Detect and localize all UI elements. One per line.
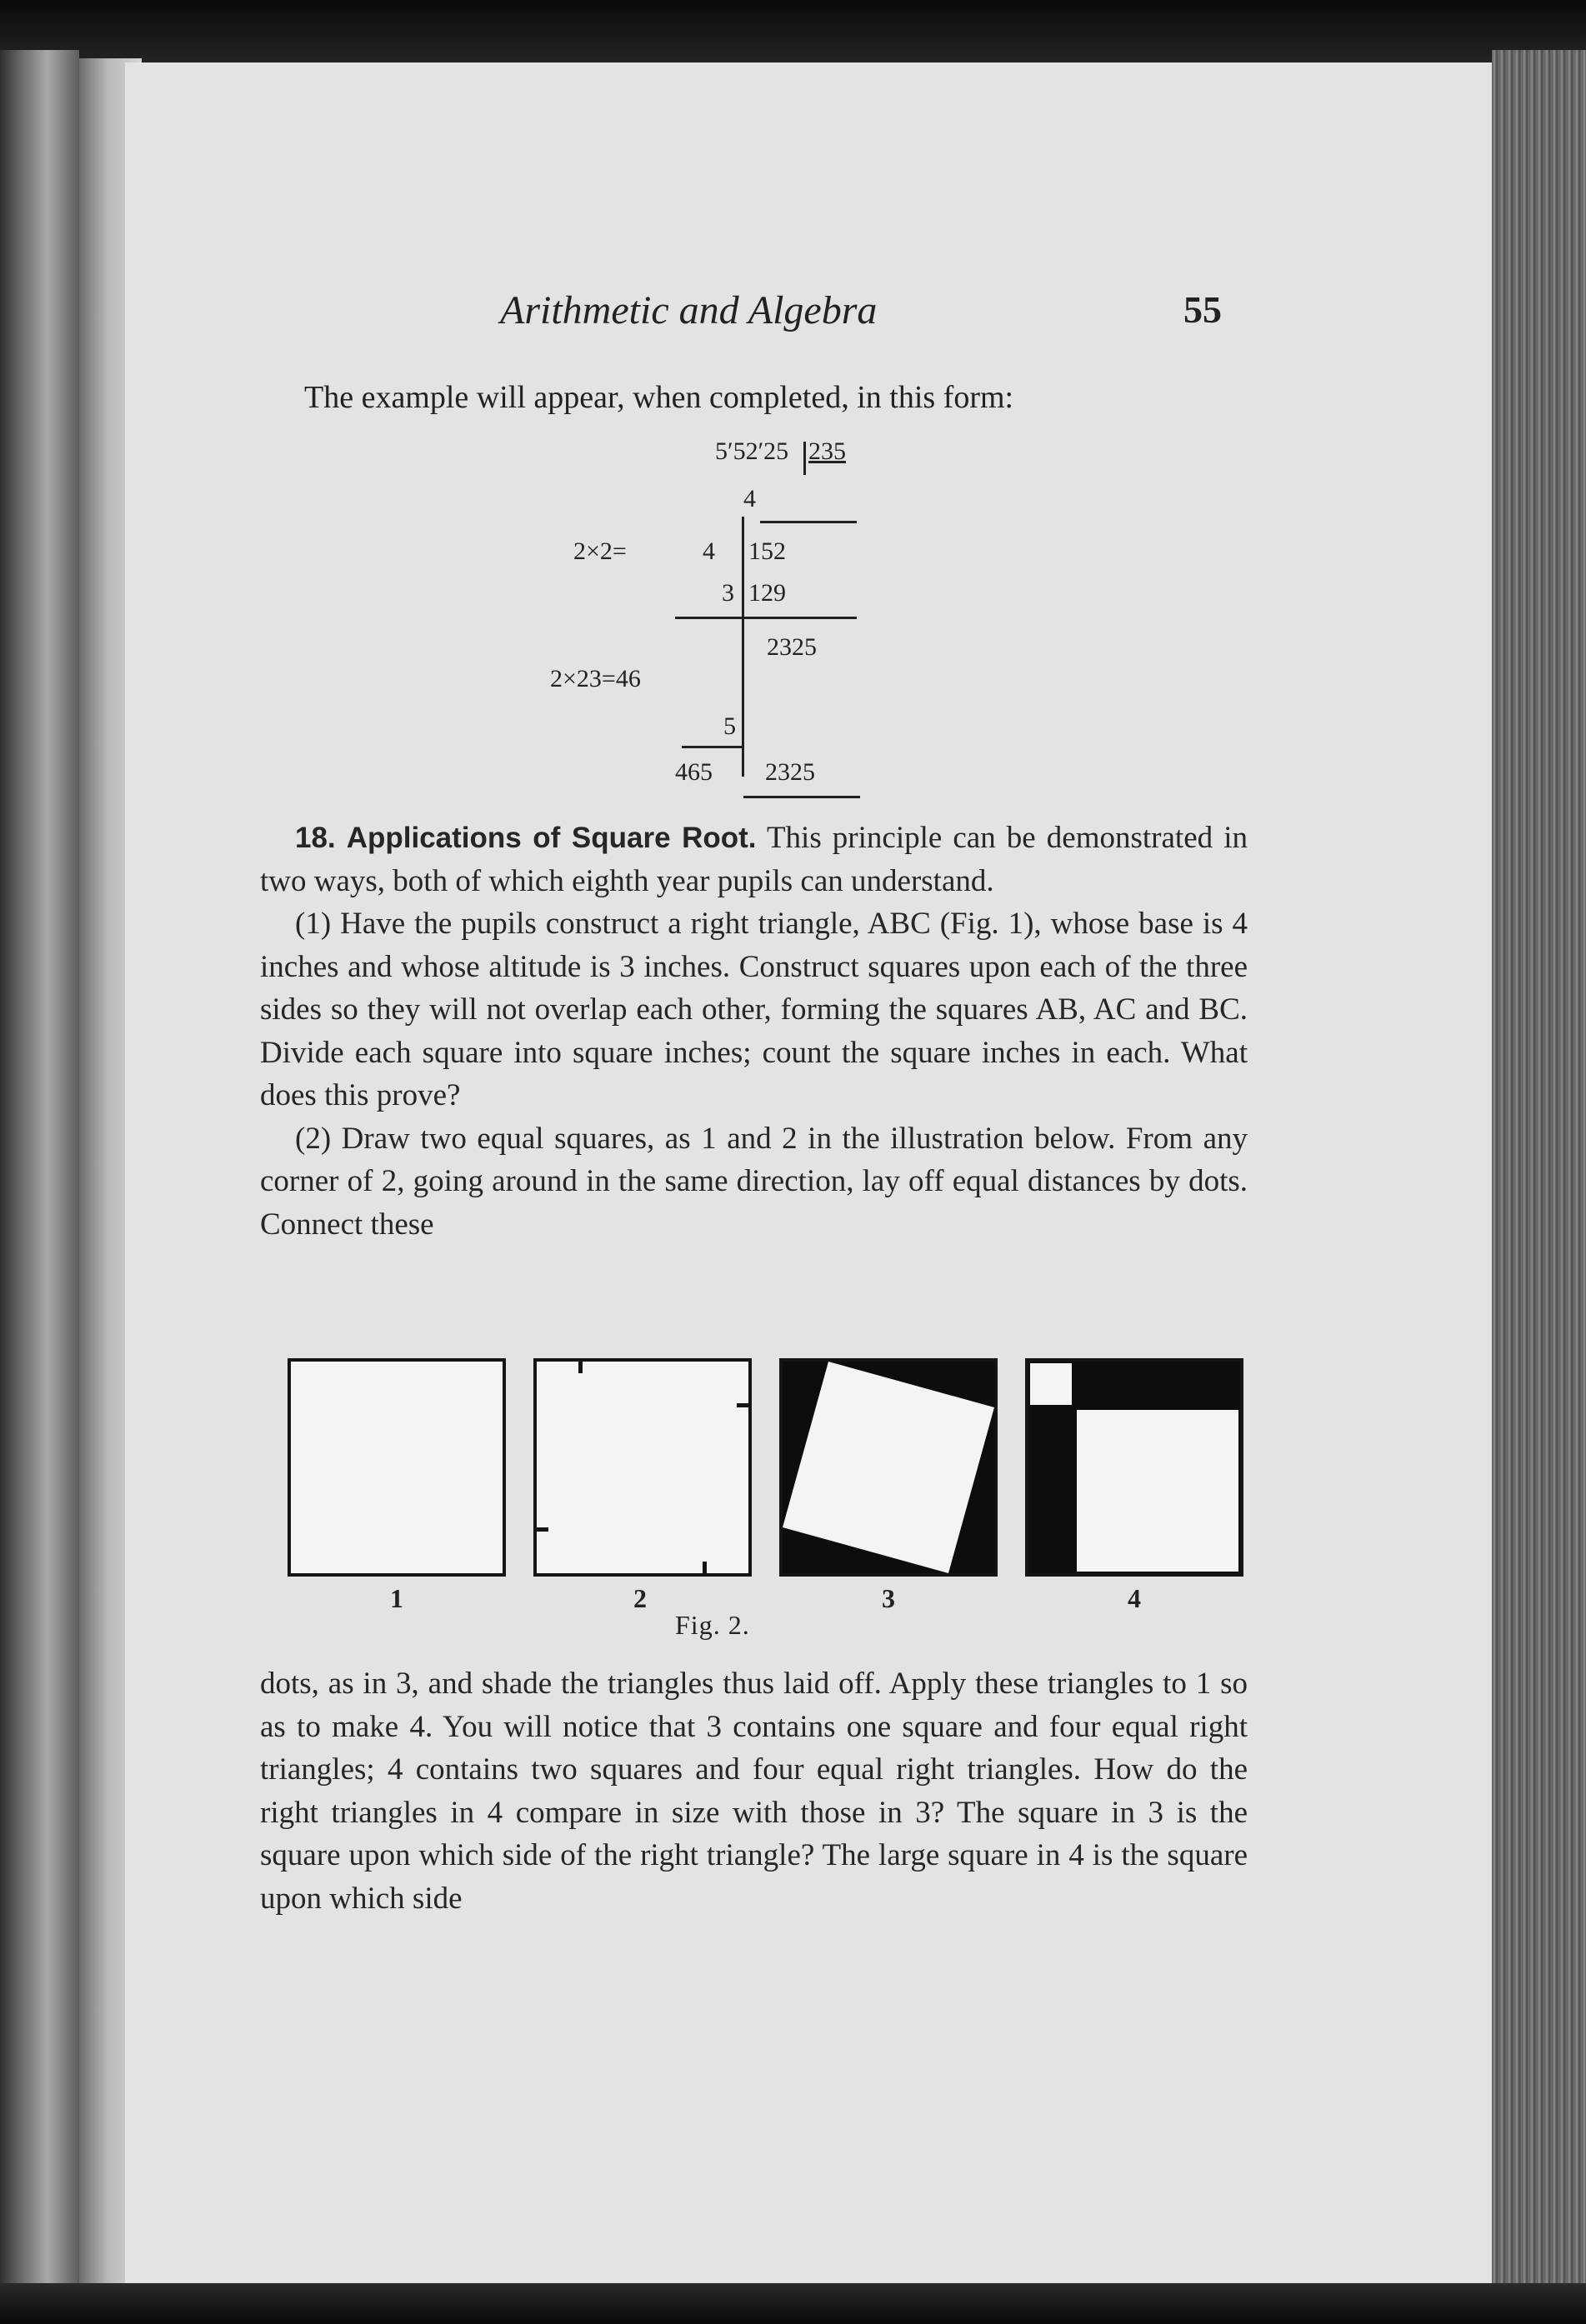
dot-mark	[537, 1527, 548, 1532]
paragraph-1: (1) Have the pupils construct a right triangle, ABC (Fig. 1), whose base is 4 inches and whose altitude is 3 inches. Construct squares upon each of the three sides so they will not overlap each other, forming the squares AB, AC and BC. Divide each square into square inches; count the square inches in each. What does this prove?	[260, 907, 1248, 1112]
inscribed-square	[783, 1362, 994, 1573]
paragraph-2: (2) Draw two equal squares, as 1 and 2 in the illustration below. From any corner of 2, going around in the same direction, lay off equal distances by dots. Connect these	[260, 1121, 1248, 1242]
label-2x2: 2×2=	[573, 537, 627, 565]
paragraph-3: dots, as in 3, and shade the triangles thus laid off. Apply these triangles to 1 so as to make 4. You will notice that 3 contains one square and four equal right triangles; 4 contains two squares and four equal right triangles. How do the right triangles in 4 compare in size with those in 3? The square in 3 is the square upon which side of the right triangle? The large square in 4 is the square upon which side	[260, 1667, 1248, 1916]
label-2x23: 2×23=46	[550, 665, 641, 692]
figure-square-2	[533, 1358, 752, 1577]
section-18-text	[260, 817, 1248, 1246]
section-lead: This principle can be demonstrated in two ways, both of which eighth year pupils can understand.	[260, 821, 1248, 898]
small-square	[1030, 1363, 1072, 1405]
figure-label-3: 3	[882, 1583, 895, 1613]
scan-bottom-border	[0, 2283, 1586, 2324]
trial-divisor-1: 4	[703, 537, 715, 565]
dot-mark	[578, 1362, 583, 1373]
section-lead-paragraph	[260, 817, 1248, 902]
digit-1: 3	[722, 579, 734, 607]
page-number: 55	[1183, 288, 1222, 331]
figure-label-2: 2	[633, 1583, 647, 1613]
intro-sentence: The example will appear, when completed, in this form:	[304, 380, 1014, 415]
dot-mark	[703, 1562, 707, 1573]
figure-label-1: 1	[390, 1583, 403, 1613]
remainder-2: 2325	[767, 633, 817, 661]
section-heading: Applications of Square Root.	[346, 822, 757, 854]
subtract-1: 129	[748, 579, 786, 607]
figure-square-3	[779, 1358, 998, 1577]
dividend: 5′52′25	[715, 437, 789, 465]
page-stack-edge	[1492, 50, 1586, 2292]
figure-square-1	[288, 1358, 506, 1577]
section-number: 18.	[295, 822, 336, 854]
root-result: 235	[808, 437, 846, 465]
subtract-2: 2325	[765, 758, 815, 786]
divisor-2: 465	[675, 758, 713, 786]
first-square: 4	[743, 485, 756, 512]
digit-2: 5	[723, 712, 736, 740]
remainder-1: 152	[748, 537, 786, 565]
figure-caption: Fig. 2.	[675, 1610, 750, 1640]
large-square	[1077, 1410, 1238, 1572]
continuation-text	[260, 1662, 1248, 1920]
dot-mark	[737, 1403, 748, 1407]
figure-label-4: 4	[1128, 1583, 1141, 1613]
figure-square-4	[1025, 1358, 1243, 1577]
running-head: Arithmetic and Algebra	[500, 288, 878, 332]
book-spine	[0, 50, 79, 2292]
